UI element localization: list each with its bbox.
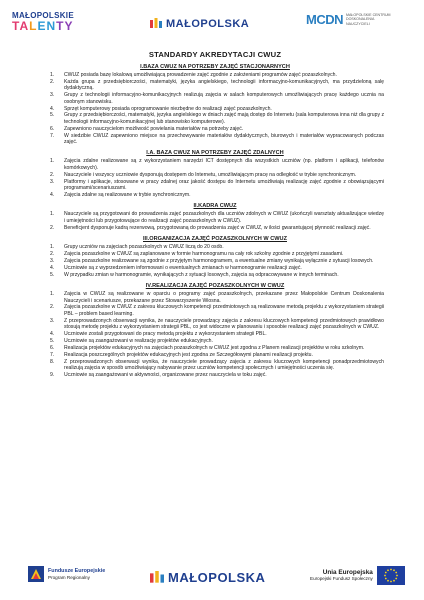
page-title: STANDARDY AKREDYTACJI CWUZ xyxy=(148,50,282,59)
list-item-text: Realizacja poszczególnych projektów edukacyjnych jest zgodna ze Szczegółowymi planami realizacji projektu. xyxy=(64,351,313,358)
list-item xyxy=(46,251,384,257)
list-item-number: 1. xyxy=(50,158,55,165)
list-item-number: 4. xyxy=(50,331,55,338)
section-heading: I.A. BAZA CWUZ NA POTRZEBY ZAJĘĆ ZDALNYCH xyxy=(146,150,284,157)
ue-subtitle: Europejski Fundusz Społeczny xyxy=(310,575,373,581)
list-item xyxy=(46,106,384,112)
list-item-number: 2. xyxy=(50,78,55,85)
footer-malopolska-logo xyxy=(150,570,265,585)
list-item-text: Beneficjent dysponuje kadrą rezerwową, przygotowaną do prowadzenia zajęć w CWUZ, w ilości gwarantującej płynność realizacji zajęć. xyxy=(64,224,371,231)
section-list xyxy=(46,72,384,145)
list-item-text: Zapewniono nauczycielom możliwość powielania materiałów na potrzeby zajęć. xyxy=(64,125,244,132)
list-item-number: 2. xyxy=(50,251,55,258)
list-item xyxy=(46,352,384,358)
list-item-text: Grupy z przedsiębiorczości, matematyki, języka angielskiego w dniach zajęć mają dostęp do Internetu (sala komputerowa inna niż dla grupy z technologii informacyjno-komunikacyjnej lub stanowisko komputerowe). xyxy=(64,112,384,125)
list-item xyxy=(46,172,384,178)
list-item xyxy=(46,345,384,351)
list-item-number: 5. xyxy=(50,338,55,344)
list-item-text: W siedzibie CWUZ zapewniono miejsce na przechowywanie materiałów dydaktycznych, biurowych i materiałów wypracowanych podczas zajęć. xyxy=(64,132,384,146)
fundusze-europejskie-icon xyxy=(28,566,44,582)
list-item-text: Nauczyciele są przygotowani do prowadzenia zajęć pozaszkolnych dla uczniów zdolnych w CWUZ (ukończyli warsztaty aktualizujące wiedzę i umiejętności lub przygotowujące do realizacji zajęć pozaszkolnych w CWUZ). xyxy=(64,211,384,224)
list-item-text: Platformy i aplikacje, stosowane w pracy zdalnej oraz jakość dostępu do Internetu umożliwiają realizację zajęć zgodnie z obowiązującymi programami/scenariuszami. xyxy=(64,178,384,192)
list-item-number: 3. xyxy=(50,92,55,99)
footer-logos xyxy=(0,562,424,594)
mcdn-logo xyxy=(306,12,394,27)
list-item-number: 7. xyxy=(50,132,55,139)
list-item xyxy=(46,92,384,105)
sections-container xyxy=(46,64,384,378)
list-item xyxy=(46,318,384,331)
list-item-text: Zajęcia zdalne realizowane są z wykorzystaniem narzędzi ICT dostępnych dla wszystkich uczniów (np. platform i aplikacji, telefonów komórkowych). xyxy=(64,158,384,171)
malopolskie-talenty-logo xyxy=(12,11,102,33)
list-item-text: Z przeprowadzonych obserwacji wynika, że nauczyciele prowadzący zajęcia z zakresu kluczowych kompetencji ponadprzedmiotowych realizują zajęcia w sposób umożliwiający nabywanie przez uczniów kompetencji społecznych i umiejętności uczenia się. xyxy=(64,358,384,372)
list-item-number: 6. xyxy=(50,344,55,351)
logo-right-text: MCDN xyxy=(306,12,343,27)
list-item xyxy=(46,359,384,372)
list-item xyxy=(46,258,384,264)
list-item xyxy=(46,133,384,146)
list-item-text: Zajęcia pozaszkolne realizowane są zgodnie z przyjętym harmonogramem, a ewentualne zmiany wynikają wyłącznie z sytuacji losowych. xyxy=(64,257,374,264)
ue-title: Unia Europejska xyxy=(322,568,373,576)
list-item-text: Zajęcia pozaszkolne w CWUZ są zaplanowane w formie harmonogramu na cały rok szkolny zgodnie z przyjętymi zasadami. xyxy=(64,251,344,258)
list-item-text: Uczniowie są z wyprzedzeniem informowani o ewentualnych zmianach w harmonogramie realizacji zajęć. xyxy=(64,264,302,271)
list-item xyxy=(46,272,384,278)
list-item-number: 5. xyxy=(50,112,55,119)
malopolska-logo xyxy=(150,18,249,30)
list-item xyxy=(46,211,384,224)
list-item-text: Nauczyciele i wszyscy uczniowie dysponują dostępem do Internetu, umożliwiającym pracę na odległość w trybie synchronicznym. xyxy=(64,171,357,178)
list-item-text: Zajęcia w CWUZ są realizowane w oparciu o programy zajęć pozaszkolnych, przekazane przez Małopolskie Centrum Doskonalenia Nauczycieli i scenariusze, przekazane przez Stowarzyszenie Wiosna. xyxy=(64,291,384,304)
list-item-number: 1. xyxy=(50,291,55,298)
list-item-number: 2. xyxy=(50,304,55,311)
list-item-number: 6. xyxy=(50,125,55,132)
fe-title: Fundusze Europejskie xyxy=(48,567,106,574)
list-item-number: 7. xyxy=(50,351,55,358)
section-heading: I.BAZA CWUZ NA POTRZEBY ZAJĘĆ STACJONARNYCH xyxy=(140,64,290,70)
list-item xyxy=(46,126,384,132)
list-item-text: Zajęcia zdalne są realizowane w trybie synchronicznym. xyxy=(64,192,191,198)
list-item-number: 2. xyxy=(50,224,55,231)
section-list xyxy=(46,158,384,198)
list-item-text: CWUZ posiada bazę lokalową umożliwiającą prowadzenie zajęć zgodnie z założeniami programów zajęć pozaszkolnych. xyxy=(64,72,337,78)
list-item-text: Uczniowie są zaangażowani w realizację projektów edukacyjnych. xyxy=(64,338,213,344)
list-item-number: 2. xyxy=(50,171,55,178)
fe-subtitle: Program Regionalny xyxy=(48,574,90,580)
list-item xyxy=(46,244,384,250)
section-heading: IV.REALIZACJA ZAJĘĆ POZASZKOLNYCH W CWUZ xyxy=(145,283,285,290)
logo-left-line2: TALENTY xyxy=(12,19,74,33)
list-item xyxy=(46,79,384,92)
list-item-number: 1. xyxy=(50,244,55,251)
list-item-number: 4. xyxy=(50,192,55,198)
section-list xyxy=(46,244,384,278)
list-item xyxy=(46,338,384,344)
list-item xyxy=(46,72,384,78)
logo-center-text: MAŁOPOLSKA xyxy=(166,18,250,30)
eu-flag-icon xyxy=(377,566,405,585)
list-item xyxy=(46,265,384,271)
section-list xyxy=(46,211,384,231)
list-item-text: Zajęcia pozaszkolne w CWUZ z zakresu kluczowych kompetencji przedmiotowych są realizowane metodą projektu z wykorzystaniem strategii PBL – problem based learning. xyxy=(64,304,384,317)
list-item xyxy=(46,179,384,192)
list-item xyxy=(46,372,384,378)
list-item xyxy=(46,158,384,171)
list-item-number: 3. xyxy=(50,317,55,324)
header-logos xyxy=(0,8,424,42)
logo-right-subtitle: MAŁOPOLSKIE CENTRUM DOSKONALENIA NAUCZYCIELI xyxy=(346,13,391,26)
logo-left-line1: MAŁOPOLSKIE xyxy=(12,11,74,20)
footer-center-text: MAŁOPOLSKA xyxy=(168,570,266,585)
list-item-number: 1. xyxy=(50,72,55,78)
list-item-text: W przypadku zmian w harmonogramie, wynikających z sytuacji losowych, zajęcia są odpracowywane w innych terminach. xyxy=(64,271,339,278)
section-list xyxy=(46,291,384,378)
list-item-text: Grupy uczniów na zajęciach pozaszkolnych w CWUZ liczą do 20 osób. xyxy=(64,244,224,251)
list-item-text: Uczniowie zostali przygotowani do pracy metodą projektu z wykorzystaniem strategii PBL. xyxy=(64,331,267,338)
malopolska-mark-icon xyxy=(150,18,162,30)
fundusze-europejskie-logo xyxy=(28,566,105,582)
list-item-text: Sprzęt komputerowy posiada oprogramowanie niezbędne do realizacji zajęć pozaszkolnych. xyxy=(64,105,272,112)
list-item xyxy=(46,112,384,125)
unia-europejska-logo xyxy=(310,566,405,585)
document-body xyxy=(46,50,384,379)
list-item-number: 3. xyxy=(50,178,55,185)
list-item xyxy=(46,304,384,317)
list-item-number: 4. xyxy=(50,264,55,271)
list-item xyxy=(46,291,384,304)
list-item-text: Realizacja projektów edukacyjnych na zajęciach pozaszkolnych w CWUZ jest zgodna z Planem realizacji projektów w roku szkolnym. xyxy=(64,344,365,351)
list-item-text: Grupy z technologii informacyjno-komunikacyjnych realizują zajęcia w salach komputerowych umożliwiających pracę każdego ucznia na osobnym stanowisku. xyxy=(64,92,384,105)
malopolska-mark-icon xyxy=(150,571,164,585)
list-item xyxy=(46,331,384,337)
list-item-number: 5. xyxy=(50,271,55,278)
section-heading: III.ORGANIZACJA ZAJĘĆ POZASZKOLNYCH W CWUZ xyxy=(143,236,287,243)
section-heading: II.KADRA CWUZ xyxy=(193,203,237,210)
list-item-text: Każda grupa z przedsiębiorczości, matematyki, języka angielskiego, technologii informacyjno-komunikacyjnych, ma przydzieloną salę dydaktyczną. xyxy=(64,78,384,92)
list-item-text: Uczniowie są zaangażowani w aktywności, organizowane przez nauczyciela w toku zajęć. xyxy=(64,372,267,379)
list-item xyxy=(46,225,384,231)
list-item-number: 4. xyxy=(50,105,55,112)
list-item-number: 1. xyxy=(50,211,55,218)
list-item-number: 8. xyxy=(50,358,55,365)
list-item xyxy=(46,192,384,198)
list-item-number: 9. xyxy=(50,372,55,379)
list-item-number: 3. xyxy=(50,257,55,264)
list-item-text: Z przeprowadzonych obserwacji wynika, że nauczyciele prowadzący zajęcia z zakresu kluczowych kompetencji przedmiotowych prawidłowo stosują metodę projektu z wykorzystaniem strategii PBL, co jest widoczne w planowaniu i sposobie realizacji zajęć pozaszkolnych w CWUZ. xyxy=(64,317,384,331)
